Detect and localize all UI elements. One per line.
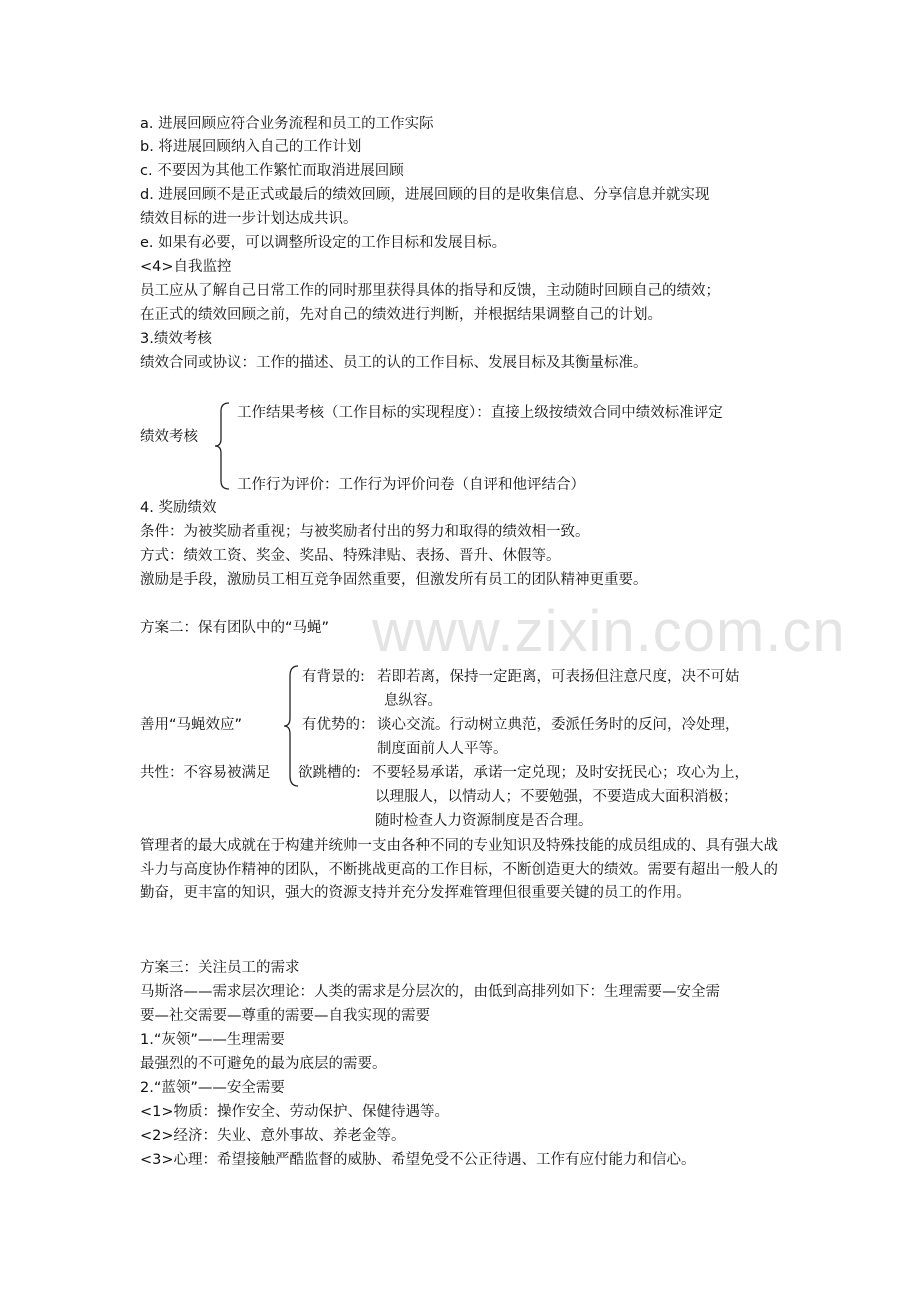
appraisal-heading: 3.绩效考核	[140, 331, 212, 347]
plan3-heading: 方案三：关注员工的需求	[140, 960, 300, 976]
grey-collar-text: 最强烈的不可避免的最为底层的需要。	[140, 1056, 387, 1072]
plan2-heading: 方案二：保有团队中的“马蝇”	[140, 620, 330, 636]
review-item-c: c. 不要因为其他工作繁忙而取消进展回顾	[140, 163, 404, 179]
plan2-branch3-text: 不要轻易承诺，承诺一定兑现；及时安抚民心；攻心为上，	[372, 765, 749, 781]
blue-collar-heading: 2.“蓝领”——安全需要	[140, 1080, 285, 1096]
review-item-d-cont: 绩效目标的进一步计划达成共识。	[140, 211, 358, 227]
maslow-theory: 马斯洛——需求层次理论：人类的需求是分层次的，由低到高排列如下：生理需要—安全需	[140, 984, 720, 1000]
review-item-e: e. 如果有必要，可以调整所设定的工作目标和发展目标。	[140, 235, 507, 251]
plan2-branch3-text-cont: 以理服人，以情动人；不要勉强，不要造成大面积消极；	[375, 789, 738, 805]
plan2-branch3-text-cont2: 随时检查人力资源制度是否合理。	[375, 813, 593, 829]
self-monitor-text: 员工应从了解自己日常工作的同时那里获得具体的指导和反馈，主动随时回顾自己的绩效；	[140, 283, 720, 299]
self-monitor-text-cont: 在正式的绩效回顾之前，先对自己的绩效进行判断，并根据结果调整自己的计划。	[140, 307, 662, 323]
reward-note: 激励是手段，激励员工相互竞争固然重要，但激发所有员工的团队精神更重要。	[140, 572, 648, 588]
blue-collar-economic: <2>经济：失业、意外事故、养老金等。	[140, 1128, 406, 1144]
plan2-branch2-text-cont: 制度面前人人平等。	[377, 741, 508, 757]
appraisal-label: 绩效考核	[140, 429, 198, 445]
appraisal-brace-icon	[213, 401, 233, 491]
maslow-theory-cont: 要—社交需要—尊重的需要—自我实现的需要	[140, 1008, 430, 1024]
blue-collar-material: <1>物质：操作安全、劳动保护、保健待遇等。	[140, 1104, 450, 1120]
plan2-branch2-key: 有优势的：	[302, 717, 375, 733]
reward-heading: 4. 奖励绩效	[140, 500, 217, 516]
review-item-b: b. 将进展回顾纳入自己的工作计划	[140, 139, 362, 155]
appraisal-contract: 绩效合同或协议：工作的描述、员工的认的工作目标、发展目标及其衡量标准。	[140, 355, 648, 371]
plan2-branch1-text: 若即若离，保持一定距离，可表扬但注意尺度，决不可姑	[377, 669, 740, 685]
reward-method: 方式：绩效工资、奖金、奖品、特殊津贴、表扬、晋升、休假等。	[140, 548, 561, 564]
plan2-branch3-key: 欲跳槽的:	[298, 765, 361, 781]
plan2-summary: 管理者的最大成就在于构建并统帅一支由各种不同的专业知识及特殊技能的成员组成的、具有强大战斗力与高度协作精神的团队，不断挑战更高的工作目标，不断创造更大的绩效。需要有超出一般人的勤奋，更丰富的知识，强大的资源支持并充分发挥难管理但很重要关键的员工的作用。	[140, 838, 778, 901]
review-item-d: d. 进展回顾不是正式或最后的绩效回顾，进展回顾的目的是收集信息、分享信息并就实现	[140, 187, 710, 203]
plan2-branch1-text-cont: 息纵容。	[384, 693, 442, 709]
plan2-common-trait: 共性：不容易被满足	[140, 765, 271, 781]
review-item-a: a. 进展回顾应符合业务流程和员工的工作实际	[140, 116, 434, 132]
watermark-text: www.zixin.com.cn	[372, 599, 846, 664]
grey-collar-heading: 1.“灰领”——生理需要	[140, 1032, 285, 1048]
reward-condition: 条件：为被奖励者重视；与被奖励者付出的努力和取得的绩效相一致。	[140, 524, 590, 540]
blue-collar-psychological: <3>心理：希望接触严酷监督的威胁、希望免受不公正待遇、工作有应付能力和信心。	[140, 1152, 696, 1168]
plan2-left-label: 善用“马蝇效应”	[140, 717, 243, 733]
self-monitor-heading: <4>自我监控	[140, 259, 232, 275]
plan2-branch1-key: 有背景的:	[302, 669, 365, 685]
appraisal-branch-result: 工作结果考核（工作目标的实现程度）：直接上级按绩效合同中绩效标准评定	[237, 405, 723, 421]
appraisal-branch-behavior: 工作行为评价：工作行为评价问卷（自评和他评结合）	[237, 477, 585, 493]
plan2-branch2-text: 谈心交流。行动树立典范，委派任务时的反问，冷处理，	[377, 717, 740, 733]
